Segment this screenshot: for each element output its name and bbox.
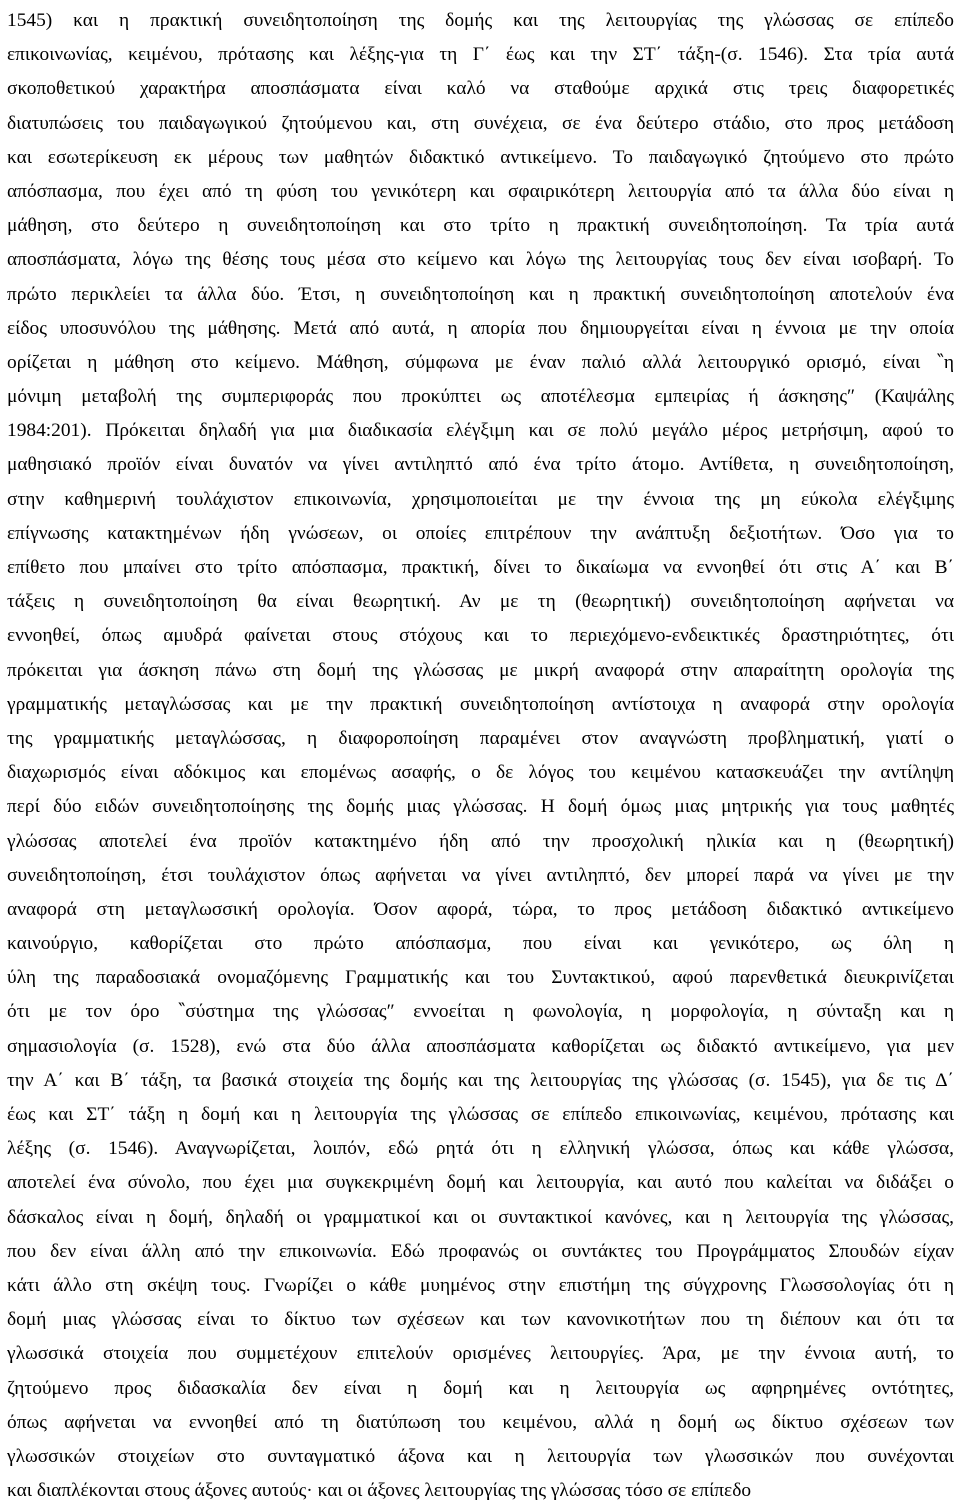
text-line: είδος υποσυνόλου της μάθησης. Μετά από αυτά, η απορία που δημιουργείται είναι η έννοια με την οποία	[7, 317, 954, 339]
text-line: δάσκαλος είναι η δομή, δηλαδή οι γραμματικοί και οι συντακτικοί κανόνες, και η λειτουργία της γλώσσας,	[7, 1206, 954, 1228]
text-line: που δεν είναι άλλη από την επικοινωνία. Εδώ προφανώς οι συντάκτες του Προγράμματος Σπουδών είχαν	[7, 1240, 954, 1262]
text-line: περί δύο ειδών συνειδητοποίησης της δομής μιας γλώσσας. Η δομή όμως μιας μητρικής για τους μαθητές	[7, 796, 954, 818]
text-line: λέξης (σ. 1546). Αναγνωρίζεται, λοιπόν, εδώ ρητά ότι η ελληνική γλώσσα, όπως και κάθε γλώσσα,	[7, 1138, 954, 1160]
body-text	[7, 4, 954, 1508]
text-line: απόσπασμα, που έχει από τη φύση του γενικότερη και σφαιρικότερη λειτουργία από τα άλλα δύο είναι η	[7, 180, 954, 202]
text-line: αποσπάσματα, λόγω της θέσης τους μέσα στο κείμενο και λόγω της λειτουργίας τους δεν είναι ισοβαρή. Το	[7, 249, 954, 271]
text-line: και εσωτερίκευση εκ μέρους των μαθητών διδακτικό αντικείμενο. Το παιδαγωγικό ζητούμενο στο πρώτο	[7, 146, 954, 168]
text-line: αποτελεί ένα σύνολο, που έχει μια συγκεκριμένη δομή και λειτουργία, και αυτό που καλείται να διδάξει ο	[7, 1172, 954, 1194]
text-line: μόνιμη μεταβολή της συμπεριφοράς που προκύπτει ως αποτέλεσμα εμπειρίας ή άσκησης″ (Καψάλης	[7, 386, 954, 408]
text-line: και διαπλέκονται στους άξονες αυτούς· και οι άξονες λειτουργίας της γλώσσας τόσο σε επίπεδο	[7, 1480, 752, 1502]
text-line: διατυπώσεις του παιδαγωγικού ζητούμενου και, στη συνέχεια, σε ένα δεύτερο στάδιο, στο προς μετάδοση	[7, 112, 954, 134]
text-line: καινούργιο, καθορίζεται στο πρώτο απόσπασμα, που είναι και γενικότερο, ως όλη η	[7, 933, 954, 955]
text-line: ζητούμενο προς διδασκαλία δεν είναι η δομή και η λειτουργία ως αφηρημένες οντότητες,	[7, 1377, 954, 1399]
text-line: ότι με τον όρο ‶σύστημα της γλώσσας″ εννοείται η φωνολογία, η μορφολογία, η σύνταξη και η	[7, 1001, 954, 1023]
text-line: την Α΄ και Β΄ τάξη, τα βασικά στοιχεία της δομής και της λειτουργίας της γλώσσας (σ. 1545), για δε τις Δ΄	[7, 1069, 954, 1091]
text-line: επικοινωνίας, κειμένου, πρότασης και λέξης-για τη Γ΄ έως και την ΣΤ΄ τάξη-(σ. 1546). Στα τρία αυτά	[7, 44, 954, 66]
text-line: εννοηθεί, όπως αμυδρά φαίνεται στους στόχους και το περιεχόμενο-ενδεικτικές δραστηριότητες, ότι	[7, 625, 954, 647]
text-line: κάτι άλλο στη σκέψη τους. Γνωρίζει ο κάθε μυημένος στην επιστήμη της σύγχρονης Γλωσσολογίας ότι η	[7, 1274, 954, 1296]
text-line: ορίζεται η μάθηση στο κείμενο. Μάθηση, σύμφωνα με έναν παλιό αλλά λειτουργικό ορισμό, είναι ‶η	[7, 351, 954, 373]
text-line: επίθετο που μπαίνει στο τρίτο απόσπασμα, πρακτική, δίνει το δικαίωμα να εννοηθεί ότι στις Α΄ και Β΄	[7, 557, 954, 578]
text-line: γλώσσας αποτελεί ένα προϊόν κατακτημένο ήδη από την προσχολική ηλικία και η (θεωρητική)	[7, 830, 954, 852]
text-line: στην καθημερινή τουλάχιστον επικοινωνία, χρησιμοποιείται με την έννοια της μη εύκολα ελέγξιμης	[7, 488, 954, 510]
text-line: της γραμματικής μεταγλώσσας, η διαφοροποίηση παραμένει στον αναγνώστη προβληματική, γιατί ο	[7, 727, 954, 749]
text-line: 1984:201). Πρόκειται δηλαδή για μια διαδικασία ελέγξιμη και σε πολύ μεγάλο μέρος μετρήσιμη, αφού το	[7, 420, 954, 442]
text-line: τάξεις η συνειδητοποίηση θα είναι θεωρητική. Αν με τη (θεωρητική) συνειδητοποίηση αφήνεται να	[7, 591, 954, 613]
text-line: ύλη της παραδοσιακά ονομαζόμενης Γραμματικής και του Συντακτικού, αφού παρενθετικά διευκρινίζεται	[7, 967, 954, 989]
text-line: έως και ΣΤ΄ τάξη η δομή και η λειτουργία της γλώσσας σε επίπεδο επικοινωνίας, κειμένου, πρότασης και	[7, 1104, 954, 1125]
text-line: γλωσσικών στοιχείων στο συνταγματικό άξονα και η λειτουργία των γλωσσικών που συνέχονται	[7, 1445, 954, 1467]
text-line: διαχωρισμός είναι αδόκιμος και επομένως ασαφής, ο δε λόγος του κειμένου κατασκευάζει την αντίληψη	[7, 762, 954, 784]
text-line: αναφορά στη μεταγλωσσική ορολογία. Όσον αφορά, τώρα, το προς μετάδοση διδακτικό αντικείμενο	[7, 898, 954, 920]
text-line: δομή μιας γλώσσας είναι το δίκτυο των σχέσεων και των κανονικοτήτων που τη διέπουν και ότι τα	[7, 1309, 954, 1331]
text-line: πρώτο περικλείει τα άλλα δύο. Έτσι, η συνειδητοποίηση και η πρακτική συνειδητοποίηση αποτελούν ένα	[7, 283, 954, 305]
text-line: 1545) και η πρακτική συνειδητοποίηση της δομής και της λειτουργίας της γλώσσας σε επίπεδο	[7, 10, 954, 31]
text-line: μαθησιακό προϊόν είναι δυνατόν να γίνει αντιληπτό από ένα τρίτο άτομο. Αντίθετα, η συνειδητοποίηση,	[7, 454, 954, 476]
text-line: όπως αφήνεται να εννοηθεί από τη διατύπωση του κειμένου, αλλά η δομή ως δίκτυο σχέσεων των	[7, 1411, 954, 1433]
text-line: σημασιολογία (σ. 1528), ενώ στα δύο άλλα αποσπάσματα καθορίζεται ως διδακτό αντικείμενο, για μεν	[7, 1035, 954, 1057]
text-line: γλωσσικά στοιχεία που συμμετέχουν επιτελούν ορισμένες λειτουργίες. Άρα, με την έννοια αυτή, το	[7, 1343, 954, 1365]
text-line: συνειδητοποίηση, έτσι τουλάχιστον όπως αφήνεται να γίνει αντιληπτό, δεν μπορεί παρά να γίνει με την	[7, 864, 954, 886]
text-line: επίγνωσης κατακτημένων ήδη γνώσεων, οι οποίες επιτρέπουν την ανάπτυξη δεξιοτήτων. Όσο για το	[7, 522, 954, 544]
text-line: μάθηση, στο δεύτερο η συνειδητοποίηση και στο τρίτο η πρακτική συνειδητοποίηση. Τα τρία αυτά	[7, 215, 954, 237]
text-line: γραμματικής μεταγλώσσας και με την πρακτική συνειδητοποίηση αντίστοιχα η αναφορά στην ορολογία	[7, 693, 954, 715]
text-line: πρόκειται για άσκηση πάνω στη δομή της γλώσσας με μικρή αναφορά στην απαραίτητη ορολογία της	[7, 659, 954, 681]
text-line: σκοποθετικού χαρακτήρα αποσπάσματα είναι καλό να σταθούμε αρχικά στις τρεις διαφορετικές	[7, 78, 954, 100]
